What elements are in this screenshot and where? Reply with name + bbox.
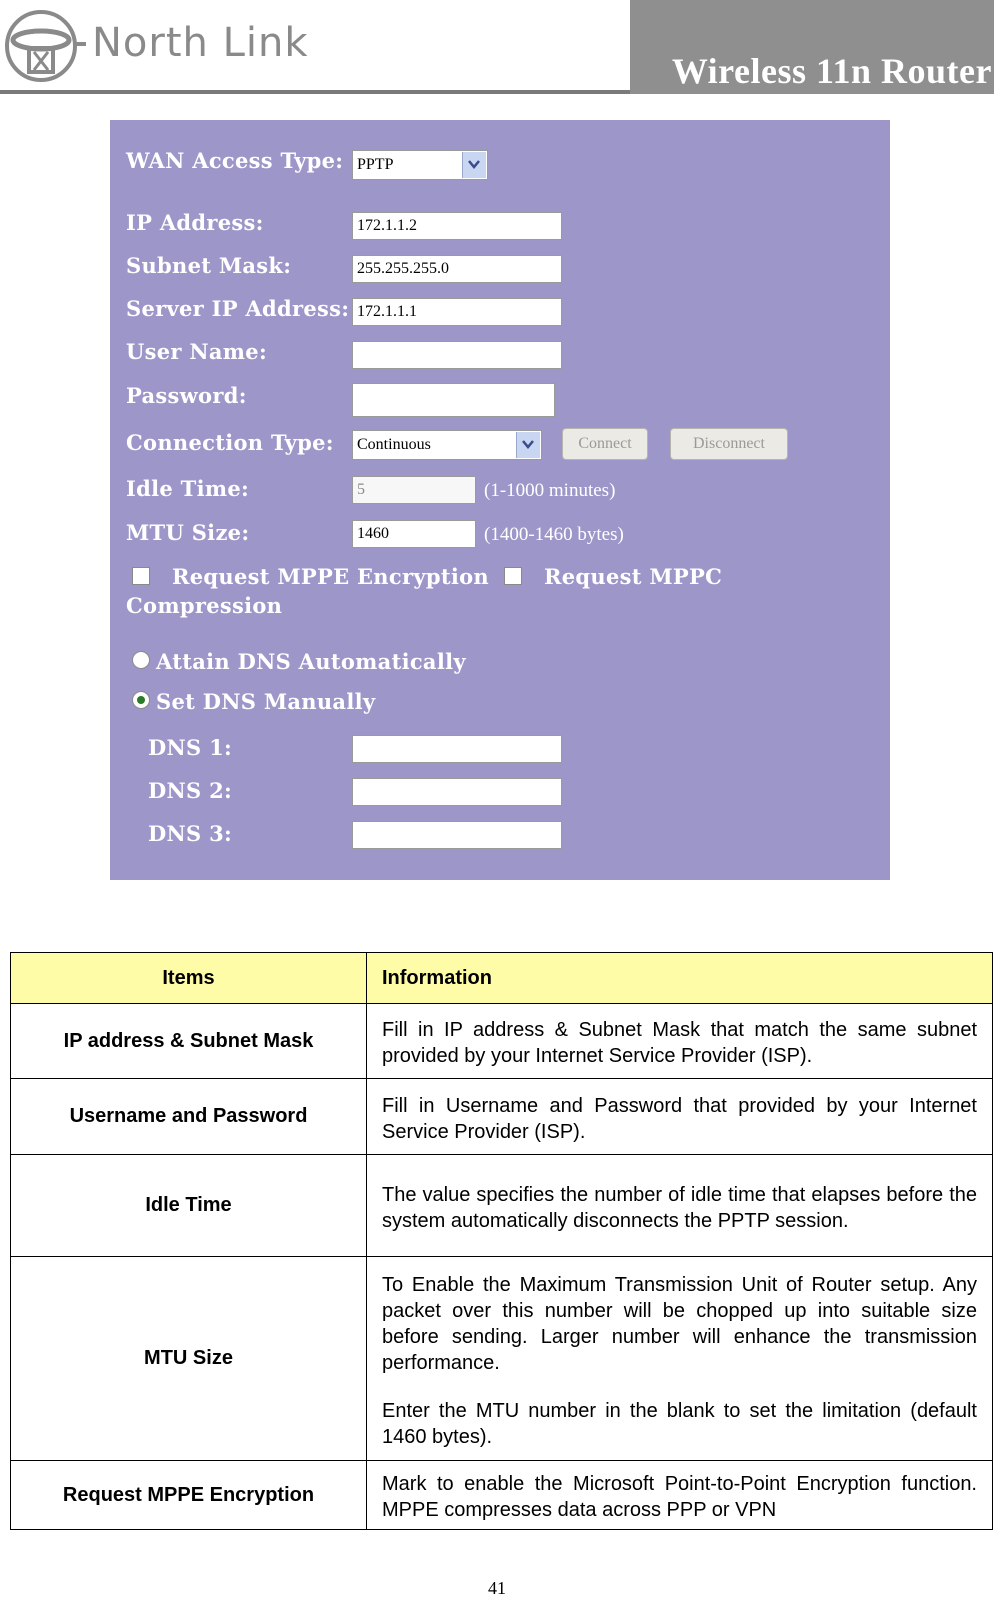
info-text: Enter the MTU number in the blank to set the limitation (default 1460 bytes).: [382, 1399, 977, 1448]
table-row: [11, 1155, 993, 1257]
northlink-logo: [4, 4, 309, 88]
information-header: Information: [367, 953, 993, 1004]
idle-time-hint: (1-1000 minutes): [484, 480, 616, 501]
mppc-checkbox[interactable]: [504, 567, 522, 585]
logo-text: North Link: [92, 20, 309, 66]
server-ip-input[interactable]: 172.1.1.1: [352, 298, 562, 326]
subnet-mask-label: Subnet Mask:: [126, 253, 292, 278]
header-rule: [0, 90, 630, 94]
info-cell: [367, 1004, 993, 1079]
item-cell: IP address & Subnet Mask: [11, 1004, 367, 1079]
ip-address-input[interactable]: 172.1.1.2: [352, 212, 562, 240]
item-cell: Username and Password: [11, 1079, 367, 1155]
user-name-label: User Name:: [126, 339, 268, 364]
info-text: Mark to enable the Microsoft Point-to-Point Encryption function. MPPE compresses data across PPP or VPN: [382, 1473, 977, 1521]
info-cell: [367, 1461, 993, 1530]
idle-time-label: Idle Time:: [126, 476, 250, 501]
info-text: Fill in Username and Password that provided by your Internet Service Provider (ISP).: [382, 1094, 977, 1143]
mtu-size-hint: (1400-1460 bytes): [484, 524, 624, 545]
user-name-input[interactable]: [352, 341, 562, 369]
items-header: Items: [11, 953, 367, 1004]
item-cell: Idle Time: [11, 1155, 367, 1257]
info-cell: [367, 1079, 993, 1155]
password-label: Password:: [126, 383, 247, 408]
table-row: [11, 1079, 993, 1155]
page-title: Wireless 11n Router: [671, 51, 992, 91]
mppe-checkbox[interactable]: [132, 567, 150, 585]
wan-access-type-value: PPTP: [357, 156, 394, 173]
table-row: [11, 1004, 993, 1079]
wan-access-type-select[interactable]: [352, 150, 488, 180]
password-input[interactable]: [352, 383, 555, 417]
subnet-mask-input[interactable]: 255.255.255.0: [352, 255, 562, 283]
mppe-label: Request MPPE Encryption: [172, 564, 489, 589]
item-cell: Request MPPE Encryption: [11, 1461, 367, 1530]
dns-manual-radio[interactable]: [132, 691, 150, 709]
info-cell: [367, 1257, 993, 1461]
disconnect-button[interactable]: Disconnect: [670, 428, 788, 460]
dns1-label: DNS 1:: [148, 735, 233, 760]
connect-button[interactable]: Connect: [562, 428, 648, 460]
table-header-row: [11, 953, 993, 1004]
dns-auto-radio[interactable]: [132, 651, 150, 669]
table-row: [11, 1461, 993, 1530]
dns-auto-label: Attain DNS Automatically: [156, 649, 466, 674]
info-text: Fill in IP address & Subnet Mask that match the same subnet provided by your Internet Service Provider (ISP).: [382, 1019, 977, 1067]
dns3-input[interactable]: [352, 821, 562, 849]
wan-access-type-label: WAN Access Type:: [126, 148, 344, 173]
compression-label: Compression: [126, 593, 283, 618]
header-title-box: [630, 0, 994, 94]
mppc-label: Request MPPC: [544, 564, 723, 589]
connection-type-select[interactable]: [352, 430, 542, 460]
chevron-down-icon: [516, 432, 540, 458]
connection-type-label: Connection Type:: [126, 430, 334, 455]
items-information-table: [10, 952, 993, 1530]
dns3-label: DNS 3:: [148, 821, 233, 846]
server-ip-label: Server IP Address:: [126, 296, 350, 321]
pptp-settings-screenshot: [110, 120, 890, 880]
dns2-label: DNS 2:: [148, 778, 233, 803]
connection-type-value: Continuous: [357, 436, 431, 453]
dns1-input[interactable]: [352, 735, 562, 763]
item-cell: MTU Size: [11, 1257, 367, 1461]
dns2-input[interactable]: [352, 778, 562, 806]
ip-address-label: IP Address:: [126, 210, 264, 235]
info-cell: [367, 1155, 993, 1257]
mtu-size-label: MTU Size:: [126, 520, 250, 545]
idle-time-input[interactable]: 5: [352, 476, 476, 504]
table-row: [11, 1257, 993, 1461]
chevron-down-icon: [462, 152, 486, 178]
dns-manual-label: Set DNS Manually: [156, 689, 376, 714]
mtu-size-input[interactable]: 1460: [352, 520, 476, 548]
info-text: The value specifies the number of idle time that elapses before the system automatically disconnects the PPTP session.: [382, 1183, 977, 1232]
page-number: 41: [488, 1578, 506, 1598]
info-text: To Enable the Maximum Transmission Unit of Router setup. Any packet over this number will be chopped up into suitable size before sending. Larger number will enhance the transmission performance.: [382, 1273, 977, 1374]
